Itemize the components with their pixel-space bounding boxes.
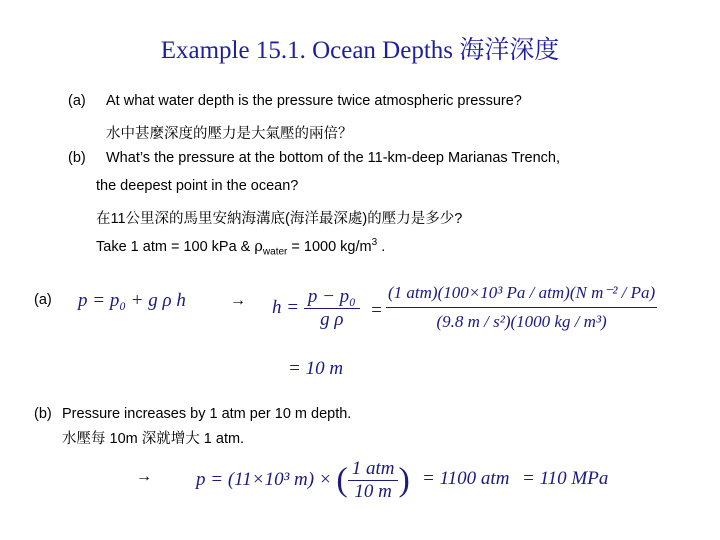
given-prefix: Take 1 atm = 100 kPa & [96, 238, 255, 255]
numeric-fraction-body [386, 283, 657, 332]
numeric-numerator: (1 atm)(100×10³ Pa / atm)(N m⁻² / Pa) [386, 283, 657, 308]
depth-term: (11×10³ m) [227, 468, 315, 490]
pressure-result-atm: = 1100 atm [422, 468, 510, 489]
pressure-result-mpa: = 110 MPa [522, 468, 609, 489]
part-a-question-zh: 水中甚麼深度的壓力是大氣壓的兩倍？ [106, 126, 353, 142]
given-end: . [377, 238, 386, 255]
rate-fraction [348, 458, 399, 503]
open-paren: ( [336, 461, 348, 499]
solution-b-statement: Pressure increases by 1 atm per 10 m depth. [62, 406, 352, 422]
arrow-icon: → [230, 292, 246, 309]
numeric-fraction [386, 283, 657, 332]
part-a-label: (a) [68, 93, 86, 109]
part-b-question [68, 150, 560, 166]
part-b-question-line1: What’s the pressure at the bottom of the 11-km-deep Marianas Trench, [106, 150, 561, 166]
depth-result: = 10 m [288, 358, 344, 379]
depth-formula [272, 286, 360, 331]
part-a-question [68, 93, 522, 109]
depth-fraction-numerator: p − p₀ [304, 286, 360, 309]
h-equals: h = [272, 296, 300, 318]
rho-subscript: water [262, 246, 288, 258]
rho-symbol: ρ [254, 238, 263, 255]
arrow-icon: → [136, 468, 152, 485]
hydrostatic-equation: p = p₀ + g ρ h [78, 290, 186, 311]
numeric-denominator: (9.8 m / s²)(1000 kg / m³) [436, 312, 607, 331]
equals-sign: = [370, 300, 383, 321]
part-b-label: (b) [68, 150, 86, 166]
rate-denominator: 10 m [354, 481, 392, 502]
part-a-question-text: At what water depth is the pressure twice atmospheric pressure? [106, 93, 522, 109]
part-b-question-zh: 在11公里深的馬里安納海溝底(海洋最深處)的壓力是多少? [96, 211, 463, 227]
close-paren: ) [398, 461, 410, 499]
part-b-question-line2: the deepest point in the ocean? [96, 178, 299, 194]
given-values [96, 237, 385, 258]
page-title: Example 15.1. Ocean Depths 海洋深度 [160, 37, 560, 64]
given-suffix: = 1000 kg/m [287, 238, 372, 255]
solution-b-text [34, 406, 351, 422]
trench-pressure-formula [196, 458, 410, 503]
solution-b-statement-zh: 水壓每 10m 深就增大 1 atm. [62, 431, 245, 447]
solution-a-label: (a) [34, 292, 52, 308]
rate-numerator: 1 atm [348, 458, 399, 481]
given-exponent: 3 [371, 237, 378, 248]
p-equals: p = [196, 468, 224, 490]
solution-b-label: (b) [34, 406, 52, 422]
depth-fraction-denominator: g ρ [320, 309, 344, 330]
times-sign: × [318, 468, 332, 490]
depth-fraction [304, 286, 360, 331]
